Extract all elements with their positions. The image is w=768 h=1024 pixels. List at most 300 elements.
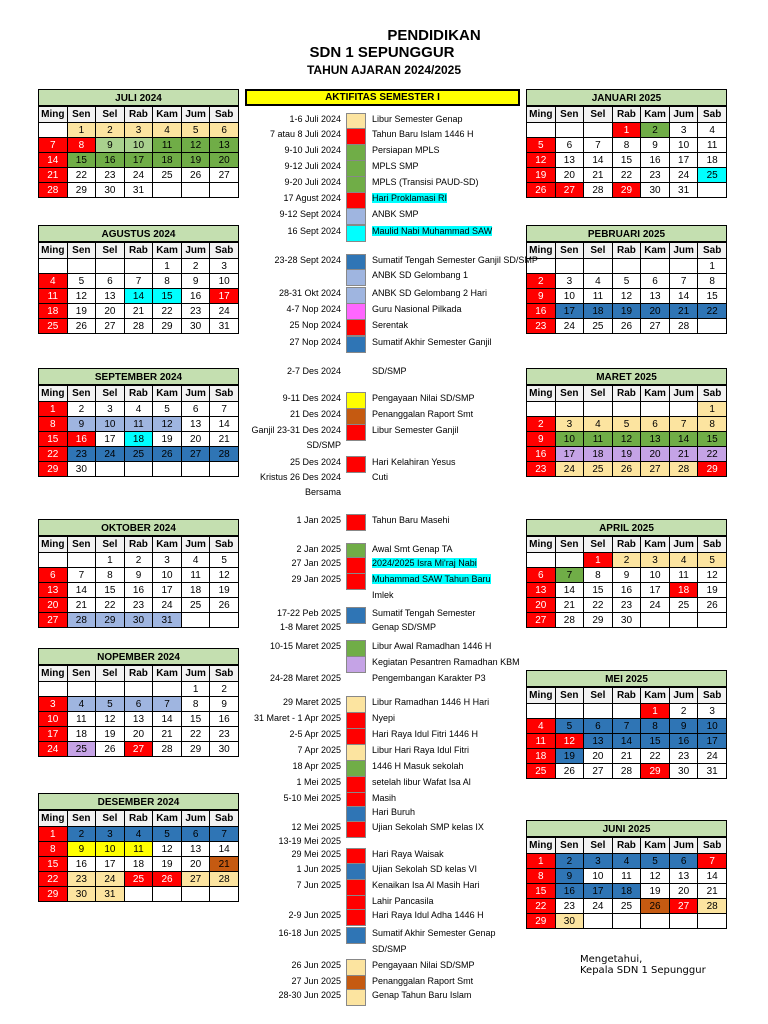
month-name: MARET 2025 bbox=[526, 368, 727, 385]
day-cell: 8 bbox=[698, 274, 727, 289]
event-text: Serentak bbox=[372, 320, 409, 330]
day-cell: 16 bbox=[669, 734, 698, 749]
day-cell: 6 bbox=[641, 274, 670, 289]
event-text: Hari Buruh bbox=[372, 807, 416, 817]
day-cell: 5 bbox=[153, 827, 182, 842]
day-cell: 3 bbox=[698, 704, 727, 719]
day-cell: 29 bbox=[39, 462, 68, 477]
event-description bbox=[372, 777, 471, 787]
month-table bbox=[526, 242, 727, 334]
day-cell: 12 bbox=[527, 153, 556, 168]
day-cell: 16 bbox=[527, 304, 556, 319]
day-cell bbox=[527, 553, 556, 568]
day-cell: 6 bbox=[124, 697, 153, 712]
weekday-header: Rab bbox=[124, 243, 153, 259]
month-name: SEPTEMBER 2024 bbox=[38, 368, 239, 385]
event-date: 25 Nop 2024 bbox=[289, 320, 341, 330]
event-color-marker bbox=[346, 776, 366, 793]
day-cell: 9 bbox=[641, 138, 670, 153]
day-cell: 1 bbox=[698, 402, 727, 417]
weekday-header: Jum bbox=[181, 107, 210, 123]
event-text: ANBK SD Gelombang 2 Hari bbox=[372, 288, 488, 298]
weekday-header: Sab bbox=[698, 107, 727, 123]
day-cell: 1 bbox=[641, 704, 670, 719]
event-color-marker bbox=[346, 863, 366, 880]
day-cell: 20 bbox=[669, 884, 698, 899]
day-cell: 18 bbox=[584, 447, 613, 462]
event-date: 16-18 Jun 2025 bbox=[278, 928, 341, 938]
event-text: Pengembangan Karakter P3 bbox=[372, 673, 486, 683]
day-cell: 10 bbox=[555, 289, 584, 304]
event-date: 29 Jan 2025 bbox=[291, 574, 341, 584]
day-cell: 16 bbox=[527, 447, 556, 462]
day-cell bbox=[698, 613, 727, 628]
day-cell: 8 bbox=[641, 719, 670, 734]
day-cell: 5 bbox=[641, 854, 670, 869]
day-cell: 12 bbox=[555, 734, 584, 749]
weekday-header: Kam bbox=[641, 688, 670, 704]
day-cell: 23 bbox=[612, 598, 641, 613]
day-cell: 21 bbox=[612, 749, 641, 764]
event-description bbox=[372, 793, 396, 803]
weekday-header: Sen bbox=[67, 666, 96, 682]
day-cell: 19 bbox=[698, 583, 727, 598]
event-text: Sumatif Tengah Semester Ganjil SD/SMP bbox=[372, 255, 538, 265]
event-date: 29 Maret 2025 bbox=[282, 697, 341, 707]
day-cell: 9 bbox=[527, 289, 556, 304]
day-cell: 28 bbox=[210, 447, 239, 462]
day-cell: 6 bbox=[555, 138, 584, 153]
day-cell: 24 bbox=[96, 872, 125, 887]
month-calendar bbox=[38, 793, 239, 902]
day-cell: 3 bbox=[96, 402, 125, 417]
event-date: 9-12 Juli 2024 bbox=[284, 161, 341, 171]
weekday-header: Sab bbox=[210, 107, 239, 123]
day-cell: 4 bbox=[527, 719, 556, 734]
weekday-header: Sab bbox=[210, 243, 239, 259]
month-table bbox=[38, 536, 239, 628]
event-description bbox=[372, 393, 475, 403]
day-cell: 30 bbox=[555, 914, 584, 929]
day-cell: 5 bbox=[527, 138, 556, 153]
weekday-header: Ming bbox=[527, 243, 556, 259]
event-description bbox=[372, 409, 473, 419]
day-cell bbox=[181, 887, 210, 902]
day-cell: 10 bbox=[96, 842, 125, 857]
weekday-header: Rab bbox=[124, 666, 153, 682]
event-description bbox=[372, 822, 484, 832]
day-cell: 7 bbox=[153, 697, 182, 712]
event-color-marker bbox=[346, 514, 366, 531]
day-cell: 18 bbox=[669, 583, 698, 598]
weekday-header: Sab bbox=[698, 243, 727, 259]
event-text: Kegiatan Pesantren Ramadhan KBM bbox=[372, 657, 520, 667]
day-cell: 2 bbox=[67, 827, 96, 842]
day-cell: 1 bbox=[584, 553, 613, 568]
weekday-header: Rab bbox=[612, 688, 641, 704]
day-cell: 23 bbox=[67, 447, 96, 462]
day-cell: 27 bbox=[96, 319, 125, 334]
event-color-marker bbox=[346, 989, 366, 1006]
weekday-header: Sab bbox=[210, 537, 239, 553]
weekday-header: Ming bbox=[527, 688, 556, 704]
event-date: 13-19 Mei 2025 bbox=[278, 836, 341, 846]
month-calendar bbox=[526, 368, 727, 477]
month-name: PEBRUARI 2025 bbox=[526, 225, 727, 242]
event-color-marker bbox=[346, 656, 366, 673]
day-cell: 29 bbox=[527, 914, 556, 929]
day-cell: 8 bbox=[181, 697, 210, 712]
day-cell: 10 bbox=[124, 138, 153, 153]
event-date: 28-31 Okt 2024 bbox=[278, 288, 341, 298]
day-cell bbox=[641, 259, 670, 274]
day-cell: 22 bbox=[584, 598, 613, 613]
event-text: Nyepi bbox=[372, 713, 396, 723]
day-cell: 13 bbox=[641, 432, 670, 447]
day-cell bbox=[210, 613, 239, 628]
day-cell: 19 bbox=[181, 153, 210, 168]
day-cell: 30 bbox=[641, 183, 670, 198]
weekday-header: Sen bbox=[67, 537, 96, 553]
day-cell: 20 bbox=[96, 304, 125, 319]
weekday-header: Rab bbox=[612, 243, 641, 259]
day-cell: 26 bbox=[612, 462, 641, 477]
event-description bbox=[372, 622, 436, 632]
day-cell: 8 bbox=[67, 138, 96, 153]
day-cell bbox=[96, 462, 125, 477]
activity-header: AKTIFITAS SEMESTER I bbox=[245, 89, 520, 106]
weekday-header: Sel bbox=[96, 243, 125, 259]
day-cell bbox=[584, 123, 613, 138]
day-cell bbox=[555, 553, 584, 568]
weekday-header: Ming bbox=[39, 811, 68, 827]
day-cell bbox=[555, 123, 584, 138]
page-title-3: TAHUN AJARAN 2024/2025 bbox=[306, 63, 462, 77]
day-cell: 10 bbox=[96, 417, 125, 432]
event-description bbox=[372, 320, 408, 330]
day-cell: 4 bbox=[612, 854, 641, 869]
event-description bbox=[372, 849, 444, 859]
event-text: Penanggalan Raport Smt bbox=[372, 976, 474, 986]
day-cell bbox=[153, 887, 182, 902]
day-cell: 19 bbox=[555, 749, 584, 764]
day-cell: 18 bbox=[181, 583, 210, 598]
day-cell: 21 bbox=[669, 304, 698, 319]
day-cell: 18 bbox=[698, 153, 727, 168]
day-cell: 10 bbox=[153, 568, 182, 583]
event-color-marker bbox=[346, 303, 366, 320]
weekday-header: Jum bbox=[181, 811, 210, 827]
event-date: 7 Apr 2025 bbox=[297, 745, 341, 755]
day-cell: 26 bbox=[527, 183, 556, 198]
day-cell: 21 bbox=[584, 168, 613, 183]
day-cell: 16 bbox=[96, 153, 125, 168]
day-cell: 16 bbox=[641, 153, 670, 168]
day-cell: 27 bbox=[181, 872, 210, 887]
day-cell bbox=[181, 462, 210, 477]
weekday-header: Sab bbox=[698, 537, 727, 553]
event-color-marker bbox=[346, 336, 366, 353]
weekday-header: Ming bbox=[39, 107, 68, 123]
day-cell bbox=[555, 259, 584, 274]
event-description bbox=[372, 544, 453, 554]
day-cell bbox=[210, 462, 239, 477]
weekday-header: Ming bbox=[527, 386, 556, 402]
event-color-marker bbox=[346, 192, 366, 209]
day-cell: 17 bbox=[39, 727, 68, 742]
event-text: Cuti bbox=[372, 472, 389, 482]
weekday-header: Sel bbox=[584, 386, 613, 402]
day-cell: 14 bbox=[584, 153, 613, 168]
day-cell bbox=[612, 704, 641, 719]
day-cell: 16 bbox=[124, 583, 153, 598]
day-cell bbox=[669, 259, 698, 274]
day-cell: 7 bbox=[669, 274, 698, 289]
event-description bbox=[372, 807, 415, 817]
day-cell: 25 bbox=[669, 598, 698, 613]
day-cell: 13 bbox=[96, 289, 125, 304]
day-cell bbox=[67, 259, 96, 274]
day-cell: 10 bbox=[584, 869, 613, 884]
day-cell: 17 bbox=[153, 583, 182, 598]
day-cell bbox=[584, 259, 613, 274]
month-table bbox=[526, 385, 727, 477]
month-table bbox=[38, 665, 239, 757]
event-color-marker bbox=[346, 176, 366, 193]
day-cell: 27 bbox=[210, 168, 239, 183]
day-cell: 30 bbox=[181, 319, 210, 334]
day-cell: 11 bbox=[67, 712, 96, 727]
day-cell: 13 bbox=[181, 417, 210, 432]
event-date: 21 Des 2024 bbox=[289, 409, 341, 419]
day-cell: 1 bbox=[612, 123, 641, 138]
day-cell: 15 bbox=[39, 432, 68, 447]
event-text: setelah libur Wafat Isa Al bbox=[372, 777, 471, 787]
event-text: Ujian Sekolah SD kelas VI bbox=[372, 864, 478, 874]
weekday-header: Jum bbox=[669, 688, 698, 704]
event-color-marker bbox=[346, 760, 366, 777]
day-cell: 4 bbox=[584, 274, 613, 289]
day-cell: 23 bbox=[527, 319, 556, 334]
day-cell: 26 bbox=[96, 742, 125, 757]
day-cell: 17 bbox=[96, 857, 125, 872]
event-description bbox=[372, 590, 394, 600]
event-date: 1-6 Juli 2024 bbox=[289, 114, 341, 124]
event-date: 1 Mei 2025 bbox=[296, 777, 341, 787]
day-cell: 28 bbox=[153, 742, 182, 757]
weekday-header: Rab bbox=[612, 838, 641, 854]
day-cell: 11 bbox=[669, 568, 698, 583]
day-cell: 6 bbox=[181, 402, 210, 417]
event-description bbox=[372, 745, 469, 755]
event-description bbox=[372, 761, 464, 771]
day-cell: 7 bbox=[39, 138, 68, 153]
day-cell: 28 bbox=[698, 899, 727, 914]
weekday-header: Rab bbox=[612, 537, 641, 553]
day-cell: 28 bbox=[669, 462, 698, 477]
day-cell: 12 bbox=[641, 869, 670, 884]
event-description bbox=[372, 896, 434, 906]
event-description bbox=[372, 944, 407, 954]
day-cell: 6 bbox=[641, 417, 670, 432]
day-cell: 14 bbox=[210, 417, 239, 432]
month-calendar bbox=[38, 648, 239, 757]
day-cell: 6 bbox=[527, 568, 556, 583]
event-text: MPLS (Transisi PAUD-SD) bbox=[372, 177, 479, 187]
day-cell bbox=[67, 553, 96, 568]
weekday-header: Sel bbox=[584, 537, 613, 553]
event-date: 1 Jan 2025 bbox=[296, 515, 341, 525]
month-table bbox=[526, 687, 727, 779]
weekday-header: Sab bbox=[698, 838, 727, 854]
day-cell: 30 bbox=[96, 183, 125, 198]
weekday-header: Rab bbox=[124, 537, 153, 553]
weekday-header: Sen bbox=[555, 688, 584, 704]
day-cell: 18 bbox=[124, 432, 153, 447]
day-cell: 28 bbox=[555, 613, 584, 628]
day-cell: 14 bbox=[124, 289, 153, 304]
event-color-marker bbox=[346, 319, 366, 336]
day-cell: 22 bbox=[39, 872, 68, 887]
event-color-marker bbox=[346, 712, 366, 729]
day-cell: 26 bbox=[181, 168, 210, 183]
month-name: MEI 2025 bbox=[526, 670, 727, 687]
weekday-header: Ming bbox=[39, 537, 68, 553]
day-cell bbox=[584, 402, 613, 417]
month-calendar bbox=[38, 368, 239, 477]
day-cell: 13 bbox=[124, 712, 153, 727]
day-cell: 4 bbox=[181, 553, 210, 568]
event-text: 1446 H Masuk sekolah bbox=[372, 761, 464, 771]
day-cell: 27 bbox=[584, 764, 613, 779]
day-cell bbox=[210, 183, 239, 198]
day-cell: 30 bbox=[124, 613, 153, 628]
day-cell: 10 bbox=[555, 432, 584, 447]
day-cell: 30 bbox=[612, 613, 641, 628]
day-cell: 29 bbox=[641, 764, 670, 779]
weekday-header: Sen bbox=[555, 243, 584, 259]
day-cell: 9 bbox=[612, 568, 641, 583]
event-text: Penanggalan Raport Smt bbox=[372, 409, 474, 419]
day-cell bbox=[641, 613, 670, 628]
weekday-header: Kam bbox=[641, 537, 670, 553]
day-cell: 27 bbox=[124, 742, 153, 757]
day-cell: 2 bbox=[124, 553, 153, 568]
day-cell: 29 bbox=[96, 613, 125, 628]
day-cell: 12 bbox=[698, 568, 727, 583]
event-color-marker bbox=[346, 696, 366, 713]
day-cell: 19 bbox=[612, 304, 641, 319]
day-cell: 15 bbox=[698, 289, 727, 304]
day-cell: 27 bbox=[555, 183, 584, 198]
day-cell: 13 bbox=[39, 583, 68, 598]
month-calendar bbox=[38, 89, 239, 198]
month-table bbox=[38, 242, 239, 334]
event-text: Pengayaan Nilai SD/SMP bbox=[372, 960, 475, 970]
day-cell: 3 bbox=[555, 417, 584, 432]
weekday-header: Sen bbox=[555, 107, 584, 123]
day-cell: 7 bbox=[612, 719, 641, 734]
day-cell: 1 bbox=[96, 553, 125, 568]
day-cell: 15 bbox=[96, 583, 125, 598]
day-cell: 27 bbox=[527, 613, 556, 628]
day-cell: 14 bbox=[669, 432, 698, 447]
day-cell: 9 bbox=[210, 697, 239, 712]
day-cell: 21 bbox=[210, 857, 239, 872]
day-cell: 10 bbox=[210, 274, 239, 289]
day-cell bbox=[584, 704, 613, 719]
day-cell bbox=[181, 183, 210, 198]
day-cell: 22 bbox=[96, 598, 125, 613]
event-description bbox=[372, 864, 477, 874]
event-date: 25 Des 2024 bbox=[289, 457, 341, 467]
day-cell: 17 bbox=[124, 153, 153, 168]
event-color-marker bbox=[346, 909, 366, 926]
day-cell: 22 bbox=[39, 447, 68, 462]
event-description bbox=[372, 990, 471, 1000]
day-cell: 14 bbox=[698, 869, 727, 884]
day-cell: 16 bbox=[555, 884, 584, 899]
day-cell bbox=[153, 462, 182, 477]
day-cell: 2 bbox=[527, 274, 556, 289]
day-cell: 26 bbox=[555, 764, 584, 779]
event-text: 2024/2025 Isra Mi'raj Nabi bbox=[372, 558, 477, 568]
event-color-marker bbox=[346, 557, 366, 574]
day-cell: 28 bbox=[67, 613, 96, 628]
day-cell: 16 bbox=[612, 583, 641, 598]
day-cell: 5 bbox=[612, 417, 641, 432]
day-cell: 1 bbox=[181, 682, 210, 697]
event-date: 1-8 Maret 2025 bbox=[279, 622, 341, 632]
month-name: JANUARI 2025 bbox=[526, 89, 727, 106]
day-cell: 13 bbox=[181, 842, 210, 857]
day-cell: 2 bbox=[181, 259, 210, 274]
day-cell: 26 bbox=[641, 899, 670, 914]
day-cell: 20 bbox=[641, 304, 670, 319]
weekday-header: Sel bbox=[584, 838, 613, 854]
event-color-marker bbox=[346, 456, 366, 473]
event-description bbox=[372, 960, 475, 970]
event-text: MPLS SMP bbox=[372, 161, 419, 171]
day-cell: 9 bbox=[527, 432, 556, 447]
event-description bbox=[372, 472, 388, 482]
day-cell: 18 bbox=[153, 153, 182, 168]
weekday-header: Sen bbox=[67, 386, 96, 402]
weekday-header: Kam bbox=[641, 386, 670, 402]
weekday-header: Sab bbox=[210, 666, 239, 682]
weekday-header: Jum bbox=[669, 386, 698, 402]
day-cell: 25 bbox=[124, 872, 153, 887]
event-color-marker bbox=[346, 821, 366, 838]
event-description bbox=[372, 880, 480, 890]
day-cell bbox=[555, 704, 584, 719]
event-date: 10-15 Maret 2025 bbox=[269, 641, 341, 651]
event-description bbox=[372, 673, 486, 683]
event-description bbox=[372, 697, 489, 707]
day-cell: 11 bbox=[584, 432, 613, 447]
month-calendar bbox=[526, 225, 727, 334]
day-cell: 13 bbox=[210, 138, 239, 153]
day-cell: 7 bbox=[698, 854, 727, 869]
event-text: Tahun Baru Islam 1446 H bbox=[372, 129, 474, 139]
weekday-header: Ming bbox=[39, 666, 68, 682]
event-text: Persiapan MPLS bbox=[372, 145, 440, 155]
event-date: 4-7 Nop 2024 bbox=[286, 304, 341, 314]
day-cell: 28 bbox=[612, 764, 641, 779]
day-cell: 24 bbox=[641, 598, 670, 613]
day-cell: 9 bbox=[555, 869, 584, 884]
day-cell: 18 bbox=[124, 857, 153, 872]
